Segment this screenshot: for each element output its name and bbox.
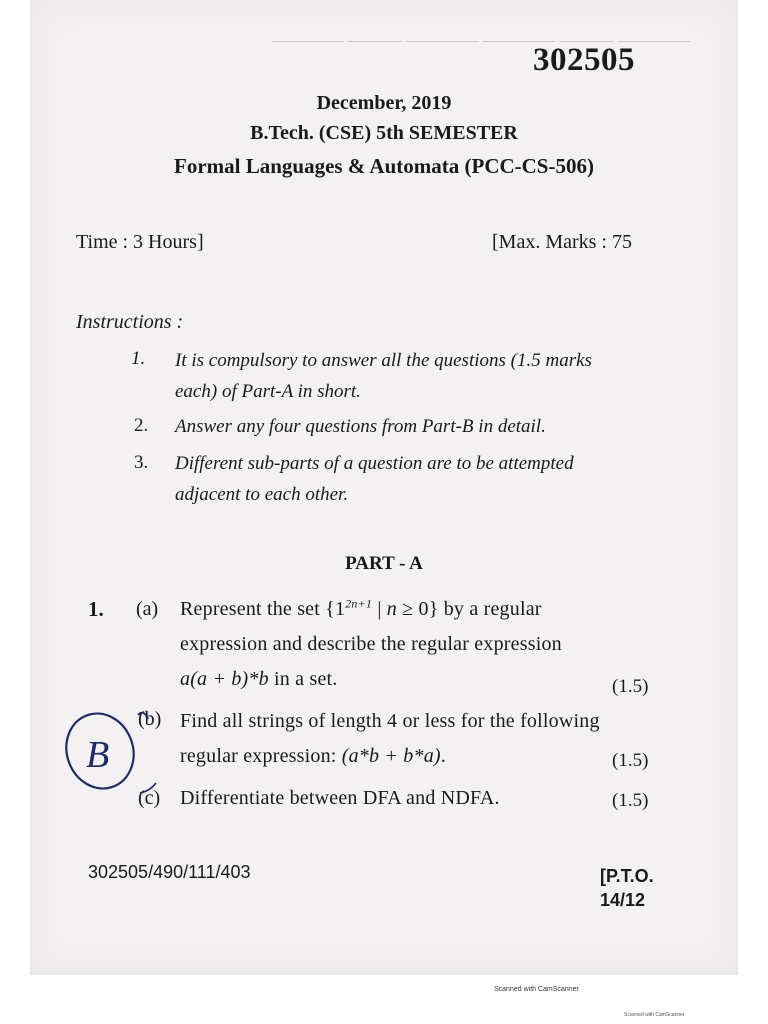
instruction-text: [175, 411, 546, 442]
question-number: 1.: [88, 597, 104, 621]
paper-code: 302505: [533, 42, 635, 78]
part-a-heading: PART - A: [345, 553, 423, 574]
exponent: 2n+1: [345, 596, 373, 611]
pen-mark-icon: [60, 705, 160, 795]
set-condition: ≥ 0} by a regular: [396, 598, 542, 620]
footer-pto: [P.T.O.: [600, 866, 654, 886]
instruction-text: [175, 345, 592, 407]
instruction-number: 1.: [131, 348, 146, 369]
question-line: [180, 739, 660, 774]
marks-label: (1.5): [612, 750, 649, 771]
question-line-part: .: [440, 745, 446, 767]
exam-date: December, 2019: [316, 92, 452, 114]
subquestion-label: (a): [136, 598, 159, 620]
regular-expression: a(a + b)*b: [180, 668, 269, 690]
question-line: Find all strings of length 4 or less for the following: [180, 710, 600, 732]
question-line: [180, 662, 660, 697]
scanner-watermark-small: Scanned with CamScanner: [624, 1012, 685, 1018]
handwritten-letter: B: [86, 734, 110, 776]
regular-expression: (a*b + b*a): [341, 745, 441, 767]
instructions-heading: Instructions :: [76, 311, 184, 333]
question-line-part: [180, 592, 542, 627]
instruction-number: 2.: [134, 415, 149, 436]
question-line: expression and describe the regular expression: [180, 633, 562, 655]
exam-max-marks: [Max. Marks : 75: [492, 231, 632, 253]
footer-page-number: 14/12: [600, 890, 646, 910]
exam-time: Time : 3 Hours]: [76, 231, 204, 253]
subquestion-b-text: [180, 704, 660, 774]
scanner-watermark: Scanned with CamScanner: [494, 986, 579, 993]
instruction-text: [175, 448, 574, 510]
exam-subject: Formal Languages & Automata (PCC-CS-506): [174, 154, 594, 178]
subquestion-label: (b): [138, 708, 162, 730]
instruction-line: adjacent to each other.: [175, 484, 349, 505]
handwritten-annotation: [60, 705, 160, 795]
question-line: Differentiate between DFA and NDFA.: [180, 787, 500, 809]
marks-label: (1.5): [612, 790, 649, 811]
instruction-line: each) of Part-A in short.: [175, 381, 361, 402]
set-notation: Represent the set {1: [180, 598, 346, 620]
question-line: [180, 592, 660, 627]
subquestion-a-text: [180, 592, 660, 697]
marks-label: (1.5): [612, 676, 649, 697]
set-separator: |: [372, 598, 387, 620]
subquestion-label: (c): [138, 787, 161, 809]
subquestion-c-text: [180, 781, 500, 816]
question-line-part: regular expression:: [180, 745, 342, 767]
instruction-line: Different sub-parts of a question are to be attempted: [175, 453, 574, 474]
question-line-part: in a set.: [268, 668, 338, 690]
variable-n: n: [386, 598, 397, 620]
instruction-number: 3.: [134, 452, 149, 473]
footer-reference: 302505/490/111/403: [88, 862, 251, 882]
instruction-line: It is compulsory to answer all the questions (1.5 marks: [175, 350, 592, 371]
bleed-through-text: ———— ——— ———— ———— ——— ————: [271, 30, 690, 50]
exam-course: B.Tech. (CSE) 5th SEMESTER: [250, 122, 518, 144]
instruction-line: Answer any four questions from Part-B in detail.: [175, 416, 546, 437]
